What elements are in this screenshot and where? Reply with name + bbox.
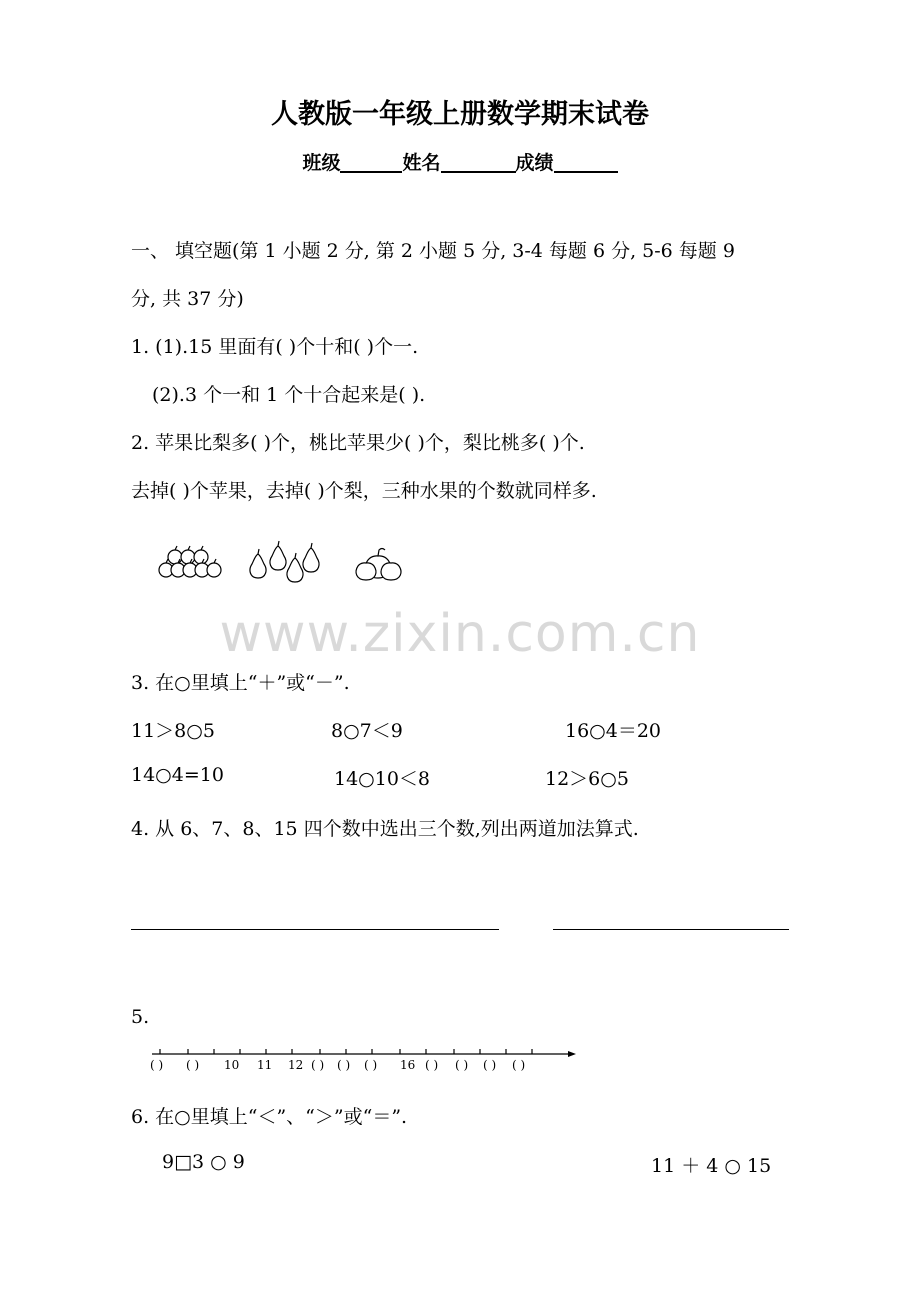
q3-item: 14○10＜8 <box>334 768 431 790</box>
number-line-label[interactable]: ( ) <box>150 1058 164 1072</box>
number-line-label[interactable]: ( ) <box>512 1058 526 1072</box>
q1-part1: 1. (1).15 里面有( )个十和( )个一. <box>131 336 419 358</box>
number-line-label[interactable]: ( ) <box>311 1058 325 1072</box>
number-line-label[interactable]: ( ) <box>364 1058 378 1072</box>
q3-prompt: 3. 在○里填上“＋”或“－”. <box>131 672 350 694</box>
q3-item: 11＞8○5 <box>131 720 215 742</box>
q1-part2: (2).3 个一和 1 个十合起来是( ). <box>152 384 426 406</box>
number-line-label[interactable]: ( ) <box>425 1058 439 1072</box>
number-line-label: 16 <box>400 1058 416 1072</box>
q3-item: 8○7＜9 <box>331 720 403 742</box>
q3-item: 14○4=10 <box>131 764 224 786</box>
q3-item: 16○4＝20 <box>565 720 662 742</box>
score-blank[interactable] <box>554 151 618 173</box>
fruit-illustration <box>150 524 420 586</box>
q4-prompt: 4. 从 6、7、8、15 四个数中选出三个数,列出两道加法算式. <box>131 818 639 840</box>
number-line-label[interactable]: ( ) <box>186 1058 200 1072</box>
name-blank[interactable] <box>441 151 516 173</box>
number-line-label: 10 <box>224 1058 240 1072</box>
watermark: www.zixin.com.cn <box>219 604 701 664</box>
number-line-label[interactable]: ( ) <box>483 1058 497 1072</box>
q4-answer-line-1[interactable] <box>131 929 499 930</box>
number-line-label: 11 <box>257 1058 273 1072</box>
number-line-label[interactable]: ( ) <box>455 1058 469 1072</box>
number-line-label[interactable]: ( ) <box>337 1058 351 1072</box>
q6-prompt: 6. 在○里填上“＜”、“＞”或“＝”. <box>131 1106 408 1128</box>
number-line-label: 12 <box>288 1058 304 1072</box>
q4-answer-line-2[interactable] <box>553 929 789 930</box>
section1-heading-line1: 一、 填空题(第 1 小题 2 分, 第 2 小题 5 分, 3-4 每题 6 分, 5-6 每题 9 <box>131 240 735 262</box>
section1-heading-line2: 分, 共 37 分) <box>131 288 244 310</box>
q3-item: 12＞6○5 <box>545 768 629 790</box>
q5-label: 5. <box>131 1006 150 1028</box>
q2-line2: 去掉( )个苹果，去掉( )个梨，三种水果的个数就同样多. <box>131 480 597 502</box>
class-label: 班级 <box>302 152 341 174</box>
score-label: 成绩 <box>515 152 554 174</box>
name-label: 姓名 <box>402 152 441 174</box>
apple-icon-group <box>159 546 221 577</box>
student-info-line <box>0 148 920 175</box>
number-line <box>148 1045 580 1059</box>
q6-right-expression: 11 ＋ 4 ○ 15 <box>651 1155 772 1177</box>
class-blank[interactable] <box>340 151 402 173</box>
page-title: 人教版一年级上册数学期末试卷 <box>271 99 649 130</box>
peach-icon-group <box>356 549 401 581</box>
q6-left-expression: 9□3 ○ 9 <box>162 1151 245 1173</box>
pear-icon-group <box>250 541 319 582</box>
q2-line1: 2. 苹果比梨多( )个，桃比苹果少( )个，梨比桃多( )个. <box>131 432 585 454</box>
